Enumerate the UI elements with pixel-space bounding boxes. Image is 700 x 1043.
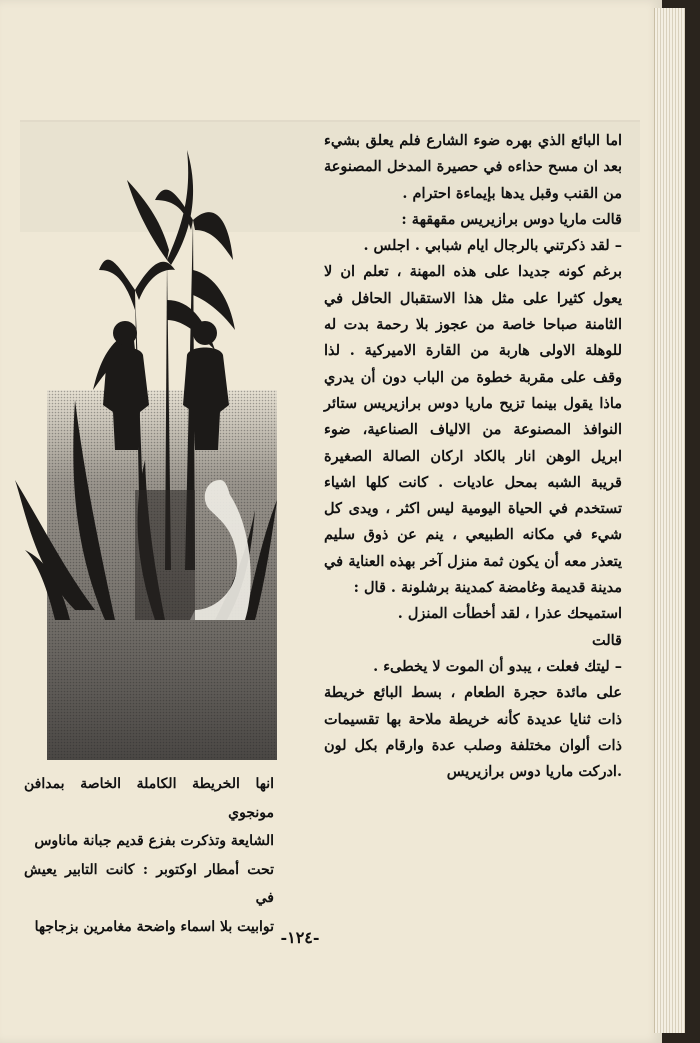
illustration-figures-reeds (15, 150, 285, 762)
paragraph: – ليتك فعلت ، يبدو أن الموت لا يخطىء . (373, 657, 622, 675)
paragraph: على مائدة حجرة الطعام ، بسط البائع خريطة ذات ثنايا عديدة كأنه خريطة ملاحة بها تقسيمات ذات ألوان مختلفة وصلب عدة وارقام بكل لون .ادركت ماريا دوس برازيريس (324, 684, 622, 781)
caption-line: تحت أمطار اوكتوبر : كانت التابير يعيش في (24, 861, 274, 906)
page-number: -١٢٤- (280, 928, 320, 947)
caption-line: انها الخريطة الكاملة الخاصة بمدافن مونجوي (24, 776, 274, 821)
paragraph: – لقد ذكرتني بالرجال ايام شبابي . اجلس . (363, 237, 622, 255)
paragraph: قالت (591, 631, 622, 649)
page-edge-stack (654, 8, 685, 1033)
body-text (324, 128, 622, 785)
paragraph: برغم كونه جديدا على هذه المهنة ، تعلم ان لا يعول كثيرا على مثل هذا الاستقبال الحافل في الثامنة صباحا خاصة من عجوز بلا رحمة بدت له للوهلة الاولى هاربة من القارة الاميركية . لذا وقف على مقربة خطوة من الباب دون أن يدري ماذا يقول بينما تزيح ماريا دوس برازيريس ستائر النوافذ المصنوعة من الالياف الصناعية، ضوء ابريل الوهن انار بالكاد اركان الصالة الصغيرة قريبة الشبه بمحل عاديات . كانت كلها اشياء تستخدم في الحياة اليومية ليس اكثر ، ويدى كل شيء في مكانه الطبيعي ، ينم عن ذوق سليم يتعذر معه أن يكون ثمة منزل آخر بهذه العناية في مدينة قديمة وغامضة كمدينة برشلونة . قال : (324, 263, 622, 597)
caption-text (24, 770, 274, 941)
caption-line: توابيت بلا اسماء واضحة مغامرين بزجاجها (34, 918, 274, 935)
paragraph: قالت ماريا دوس برازيريس مقهقهة : (401, 210, 622, 228)
paragraph: اما البائع الذي بهره ضوء الشارع فلم يعلق بشيء بعد ان مسح حذاءه في حصيرة المدخل المصنوعة من القنب وقبل يدها بإيماءة احترام . (324, 132, 622, 202)
caption-line: الشايعة وتذكرت بفزع قديم جبانة ماناوس (34, 833, 274, 849)
paragraph: استميحك عذرا ، لقد أخطأت المنزل . (397, 605, 622, 623)
